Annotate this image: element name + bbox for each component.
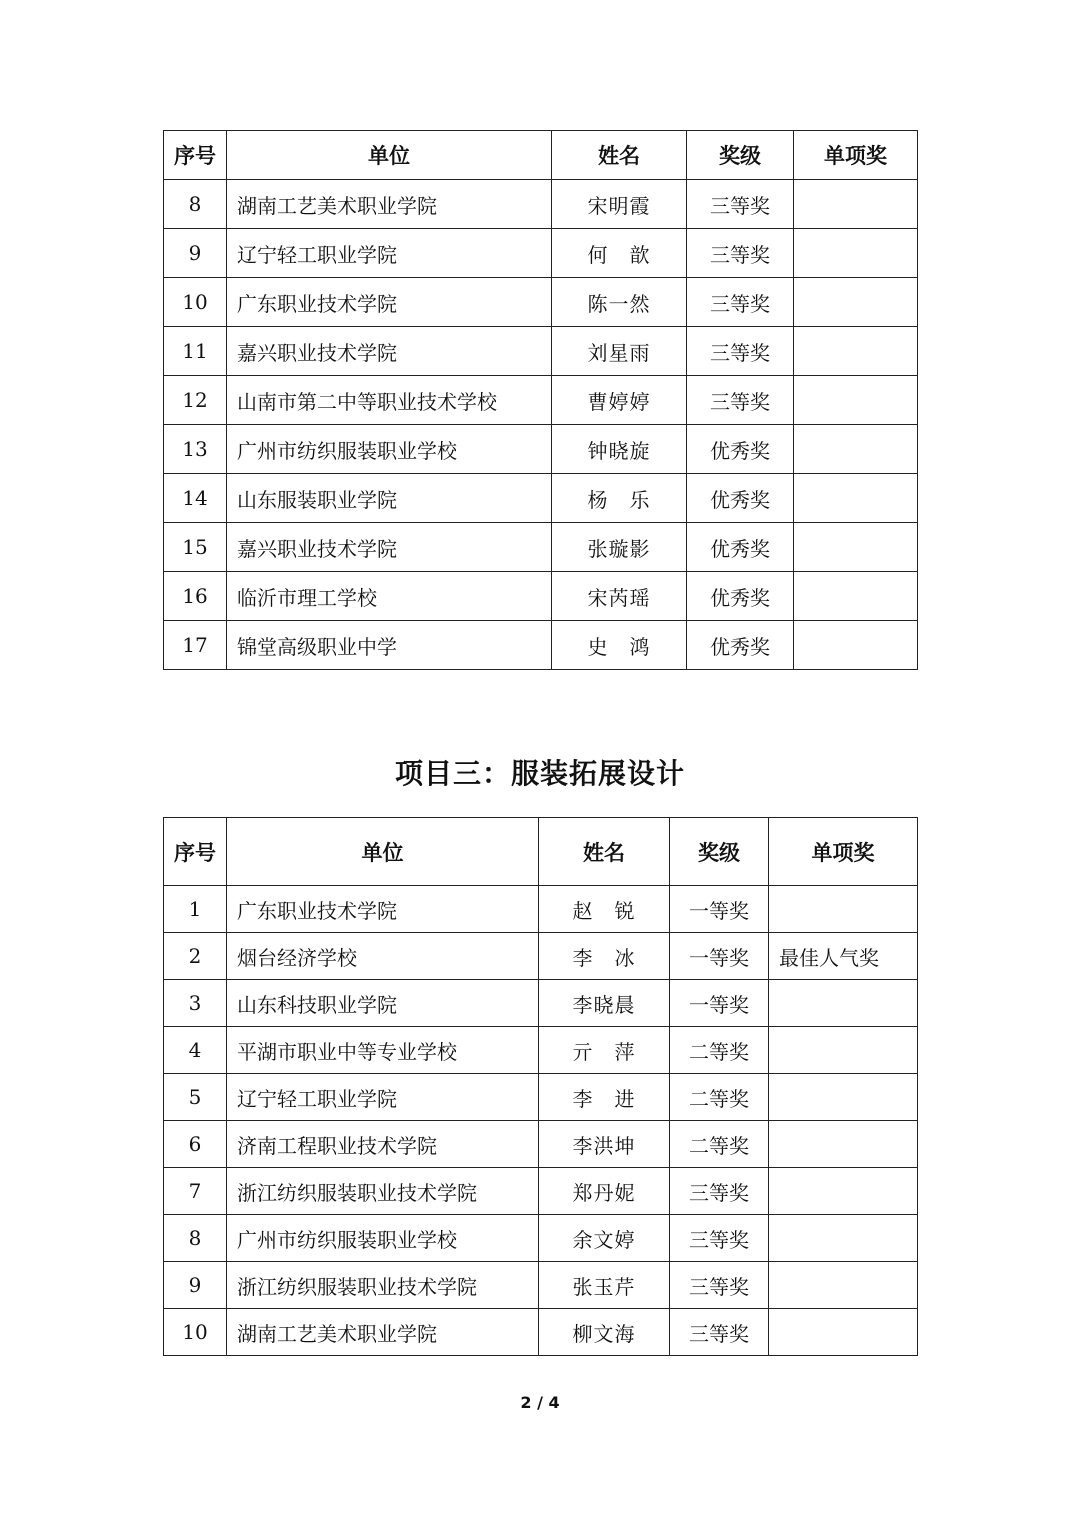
cell-special xyxy=(794,180,918,229)
cell-no: 6 xyxy=(164,1121,227,1168)
cell-unit: 烟台经济学校 xyxy=(227,933,539,980)
cell-name: 刘星雨 xyxy=(552,327,687,376)
cell-special xyxy=(794,621,918,670)
cell-level: 三等奖 xyxy=(670,1215,769,1262)
cell-no: 17 xyxy=(164,621,227,670)
cell-level: 三等奖 xyxy=(670,1262,769,1309)
header-no: 序号 xyxy=(164,818,227,886)
cell-no: 15 xyxy=(164,523,227,572)
cell-special xyxy=(769,1074,918,1121)
cell-unit: 山东服装职业学院 xyxy=(227,474,552,523)
table-row xyxy=(164,621,918,670)
table-1-body xyxy=(164,180,918,670)
cell-unit: 嘉兴职业技术学院 xyxy=(227,327,552,376)
cell-name: 何 歆 xyxy=(552,229,687,278)
header-unit: 单位 xyxy=(227,818,539,886)
cell-no: 10 xyxy=(164,1309,227,1356)
cell-level: 三等奖 xyxy=(687,376,794,425)
cell-special xyxy=(794,278,918,327)
cell-special xyxy=(769,1262,918,1309)
table-row xyxy=(164,229,918,278)
cell-no: 8 xyxy=(164,180,227,229)
award-table-2 xyxy=(163,817,918,1356)
table-row xyxy=(164,1121,918,1168)
cell-special xyxy=(769,1121,918,1168)
cell-no: 5 xyxy=(164,1074,227,1121)
cell-unit: 广州市纺织服装职业学校 xyxy=(227,425,552,474)
cell-no: 4 xyxy=(164,1027,227,1074)
cell-special xyxy=(794,376,918,425)
cell-special: 最佳人气奖 xyxy=(769,933,918,980)
cell-special xyxy=(769,886,918,933)
page-number: 2 / 4 xyxy=(520,1393,560,1412)
cell-unit: 济南工程职业技术学院 xyxy=(227,1121,539,1168)
cell-special xyxy=(794,425,918,474)
cell-unit: 山东科技职业学院 xyxy=(227,980,539,1027)
cell-special xyxy=(769,1168,918,1215)
cell-unit: 广东职业技术学院 xyxy=(227,278,552,327)
cell-no: 9 xyxy=(164,1262,227,1309)
table-row xyxy=(164,1262,918,1309)
cell-no: 3 xyxy=(164,980,227,1027)
cell-unit: 临沂市理工学校 xyxy=(227,572,552,621)
table-row xyxy=(164,425,918,474)
cell-special xyxy=(794,327,918,376)
table-row xyxy=(164,327,918,376)
table-row xyxy=(164,980,918,1027)
table-row xyxy=(164,1168,918,1215)
cell-no: 9 xyxy=(164,229,227,278)
cell-no: 8 xyxy=(164,1215,227,1262)
cell-name: 史 鸿 xyxy=(552,621,687,670)
cell-special xyxy=(769,1309,918,1356)
cell-no: 7 xyxy=(164,1168,227,1215)
cell-unit: 广州市纺织服装职业学校 xyxy=(227,1215,539,1262)
table-row xyxy=(164,376,918,425)
cell-unit: 锦堂高级职业中学 xyxy=(227,621,552,670)
cell-special xyxy=(769,980,918,1027)
cell-name: 赵 锐 xyxy=(539,886,670,933)
cell-level: 优秀奖 xyxy=(687,474,794,523)
table-row xyxy=(164,933,918,980)
header-level: 奖级 xyxy=(670,818,769,886)
section-title-project-3: 项目三：服装拓展设计 xyxy=(394,757,685,790)
header-unit: 单位 xyxy=(227,131,552,180)
cell-name: 钟晓旋 xyxy=(552,425,687,474)
header-special: 单项奖 xyxy=(769,818,918,886)
cell-name: 李 冰 xyxy=(539,933,670,980)
cell-name: 李洪坤 xyxy=(539,1121,670,1168)
cell-name: 张玉芹 xyxy=(539,1262,670,1309)
table-row xyxy=(164,474,918,523)
cell-name: 柳文海 xyxy=(539,1309,670,1356)
cell-level: 三等奖 xyxy=(670,1309,769,1356)
cell-name: 张璇影 xyxy=(552,523,687,572)
cell-level: 优秀奖 xyxy=(687,523,794,572)
cell-no: 1 xyxy=(164,886,227,933)
header-name: 姓名 xyxy=(552,131,687,180)
cell-name: 陈一然 xyxy=(552,278,687,327)
table-row xyxy=(164,886,918,933)
cell-level: 三等奖 xyxy=(687,278,794,327)
cell-special xyxy=(794,572,918,621)
table-header-row xyxy=(164,131,918,180)
header-special: 单项奖 xyxy=(794,131,918,180)
cell-no: 16 xyxy=(164,572,227,621)
table-row xyxy=(164,278,918,327)
cell-no: 10 xyxy=(164,278,227,327)
cell-level: 优秀奖 xyxy=(687,572,794,621)
cell-special xyxy=(769,1027,918,1074)
cell-no: 11 xyxy=(164,327,227,376)
cell-unit: 嘉兴职业技术学院 xyxy=(227,523,552,572)
cell-unit: 广东职业技术学院 xyxy=(227,886,539,933)
cell-level: 一等奖 xyxy=(670,980,769,1027)
cell-unit: 辽宁轻工职业学院 xyxy=(227,1074,539,1121)
cell-level: 三等奖 xyxy=(687,327,794,376)
header-no: 序号 xyxy=(164,131,227,180)
cell-name: 杨 乐 xyxy=(552,474,687,523)
header-level: 奖级 xyxy=(687,131,794,180)
cell-unit: 浙江纺织服装职业技术学院 xyxy=(227,1168,539,1215)
table-row xyxy=(164,180,918,229)
cell-level: 优秀奖 xyxy=(687,621,794,670)
cell-no: 13 xyxy=(164,425,227,474)
cell-special xyxy=(769,1215,918,1262)
cell-unit: 浙江纺织服装职业技术学院 xyxy=(227,1262,539,1309)
cell-unit: 平湖市职业中等专业学校 xyxy=(227,1027,539,1074)
cell-special xyxy=(794,229,918,278)
table-header-row xyxy=(164,818,918,886)
cell-level: 二等奖 xyxy=(670,1074,769,1121)
cell-no: 2 xyxy=(164,933,227,980)
cell-no: 14 xyxy=(164,474,227,523)
table-row xyxy=(164,1074,918,1121)
cell-name: 亓 萍 xyxy=(539,1027,670,1074)
table-row xyxy=(164,1215,918,1262)
cell-unit: 湖南工艺美术职业学院 xyxy=(227,180,552,229)
cell-level: 优秀奖 xyxy=(687,425,794,474)
cell-name: 李晓晨 xyxy=(539,980,670,1027)
cell-no: 12 xyxy=(164,376,227,425)
cell-name: 郑丹妮 xyxy=(539,1168,670,1215)
cell-name: 宋芮瑶 xyxy=(552,572,687,621)
cell-level: 三等奖 xyxy=(687,180,794,229)
cell-unit: 山南市第二中等职业技术学校 xyxy=(227,376,552,425)
header-name: 姓名 xyxy=(539,818,670,886)
cell-level: 二等奖 xyxy=(670,1121,769,1168)
cell-special xyxy=(794,523,918,572)
table-2-body xyxy=(164,886,918,1356)
cell-level: 三等奖 xyxy=(687,229,794,278)
cell-level: 一等奖 xyxy=(670,886,769,933)
table-row xyxy=(164,1027,918,1074)
cell-special xyxy=(794,474,918,523)
cell-level: 三等奖 xyxy=(670,1168,769,1215)
cell-unit: 湖南工艺美术职业学院 xyxy=(227,1309,539,1356)
cell-level: 二等奖 xyxy=(670,1027,769,1074)
cell-name: 曹婷婷 xyxy=(552,376,687,425)
table-row xyxy=(164,523,918,572)
cell-level: 一等奖 xyxy=(670,933,769,980)
table-row xyxy=(164,1309,918,1356)
cell-name: 宋明霞 xyxy=(552,180,687,229)
cell-name: 李 进 xyxy=(539,1074,670,1121)
cell-unit: 辽宁轻工职业学院 xyxy=(227,229,552,278)
award-table-1 xyxy=(163,130,918,670)
table-row xyxy=(164,572,918,621)
cell-name: 余文婷 xyxy=(539,1215,670,1262)
